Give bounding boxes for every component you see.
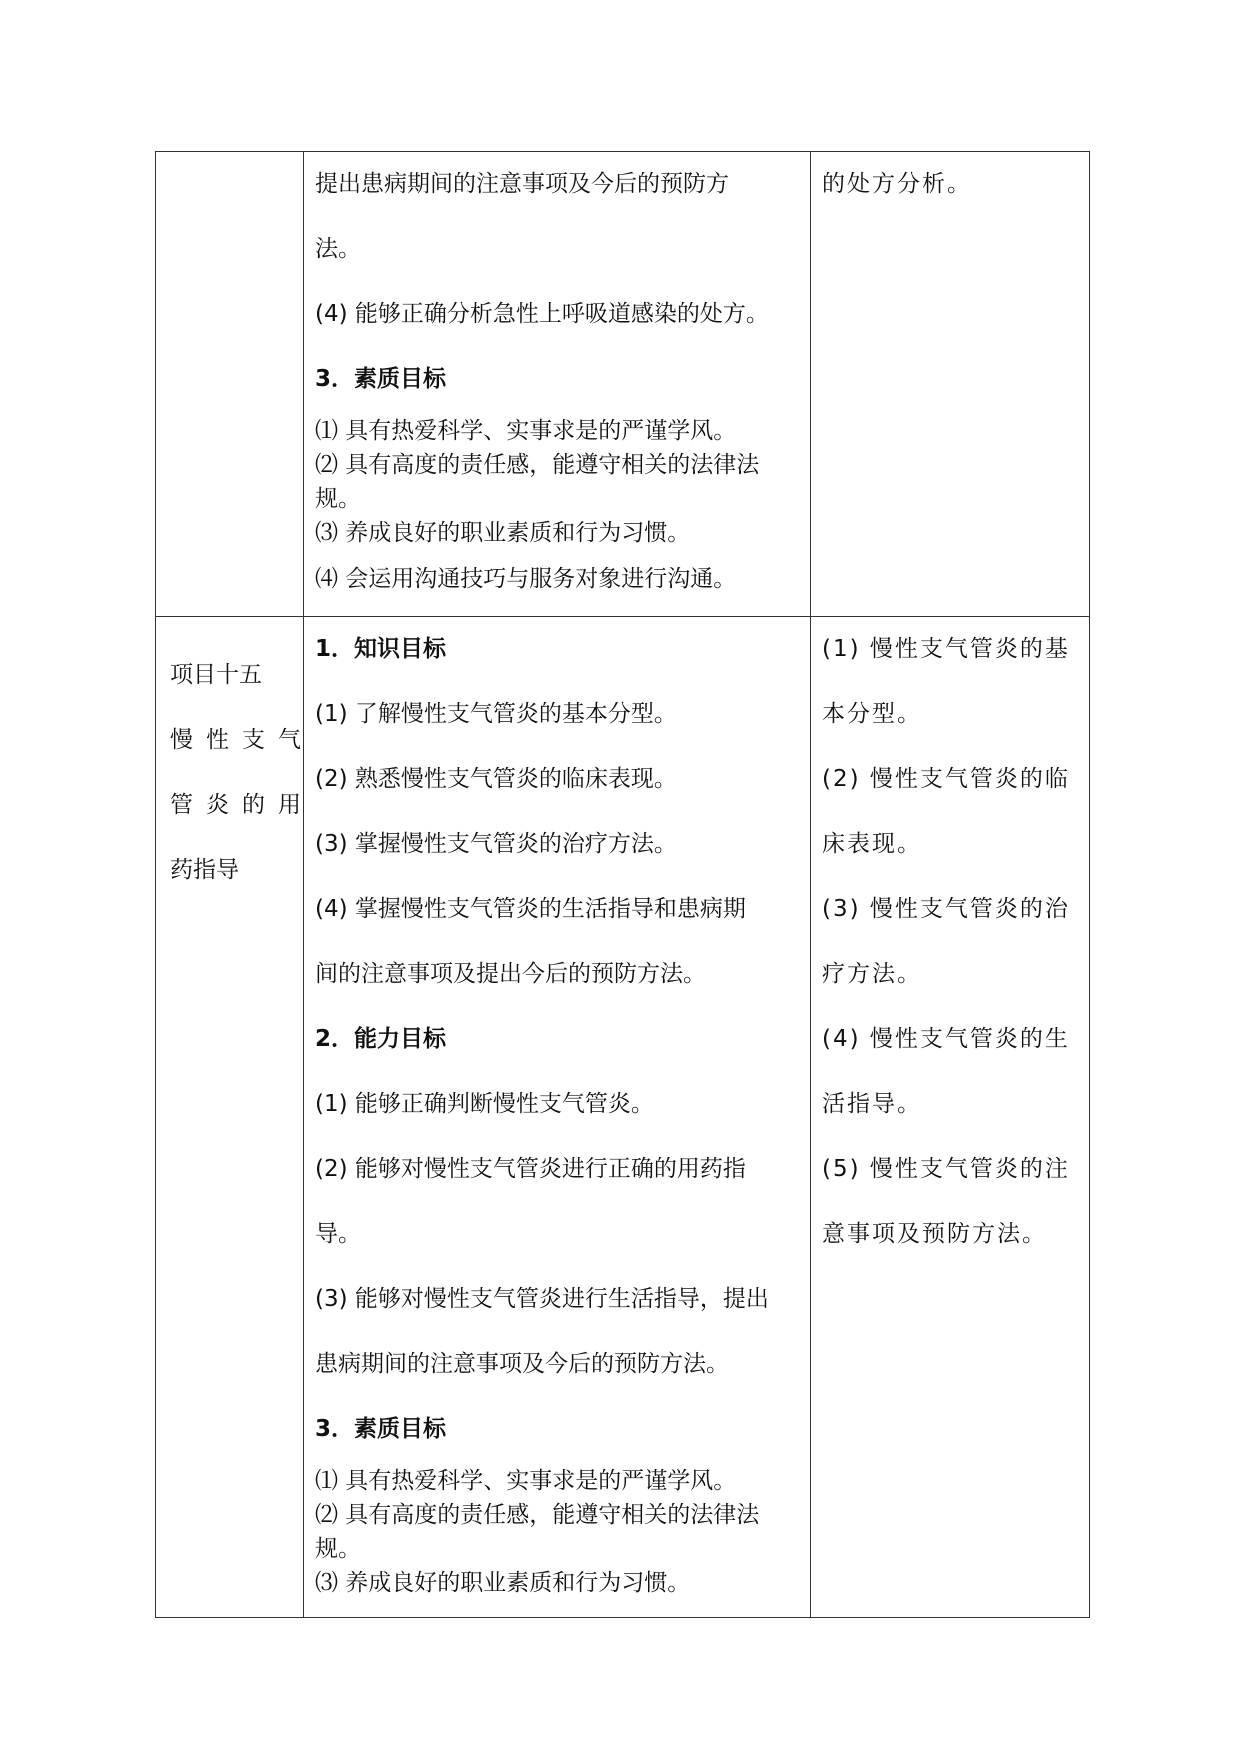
cell-text-line: 管炎的用: [170, 792, 314, 818]
project-cell: [156, 152, 304, 616]
cell-text-line: 3．素质目标: [315, 366, 447, 392]
cell-text-line: 提出患病期间的注意事项及今后的预防方: [315, 171, 729, 197]
objectives-cell: [304, 617, 811, 1617]
cell-text-line: 患病期间的注意事项及今后的预防方法。: [315, 1351, 729, 1377]
cell-text-line: (4) 能够正确分析急性上呼吸道感染的处方。: [315, 301, 769, 327]
cell-text-line: (4) 慢性支气管炎的生: [822, 1026, 1070, 1052]
cell-text-line: (2) 慢性支气管炎的临: [822, 766, 1070, 792]
objectives-cell: [304, 152, 811, 616]
cell-text-line: (3) 慢性支气管炎的治: [822, 896, 1070, 922]
content-cell: [811, 617, 1089, 1617]
cell-text-line: 3．素质目标: [315, 1416, 447, 1442]
cell-text-line: 项目十五: [170, 662, 262, 688]
course-objectives-table: [155, 151, 1090, 1618]
cell-text-line: 间的注意事项及提出今后的预防方法。: [315, 961, 706, 987]
cell-text-line: 药指导: [170, 857, 239, 883]
project-cell: [156, 617, 314, 1617]
cell-text-line: 床表现。: [822, 831, 922, 857]
table-row: [156, 152, 1089, 617]
cell-text-line: (2) 能够对慢性支气管炎进行正确的用药指: [315, 1156, 746, 1182]
cell-text-line: 规。: [315, 1536, 361, 1562]
cell-text-line: (2) 熟悉慢性支气管炎的临床表现。: [315, 766, 677, 792]
cell-text-line: ⑶ 养成良好的职业素质和行为习惯。: [315, 520, 691, 546]
cell-text-line: 导。: [315, 1221, 361, 1247]
cell-text-line: 法。: [315, 236, 361, 262]
cell-text-line: ⑷ 会运用沟通技巧与服务对象进行沟通。: [315, 566, 737, 592]
cell-text-line: 规。: [315, 486, 361, 512]
cell-text-line: 本分型。: [822, 701, 922, 727]
cell-text-line: (4) 掌握慢性支气管炎的生活指导和患病期: [315, 896, 746, 922]
cell-text-line: (1) 了解慢性支气管炎的基本分型。: [315, 701, 677, 727]
cell-text-line: (3) 掌握慢性支气管炎的治疗方法。: [315, 831, 677, 857]
cell-text-line: ⑴ 具有热爱科学、实事求是的严谨学风。: [315, 418, 737, 444]
cell-text-line: ⑶ 养成良好的职业素质和行为习惯。: [315, 1570, 691, 1596]
cell-text-line: 意事项及预防方法。: [822, 1221, 1047, 1247]
cell-text-line: (1) 慢性支气管炎的基: [822, 636, 1070, 662]
table-row: [156, 617, 1089, 1617]
cell-text-line: ⑵ 具有高度的责任感，能遵守相关的法律法: [315, 452, 760, 478]
cell-text-line: 慢性支气: [170, 727, 314, 753]
content-cell: [811, 152, 1089, 616]
cell-text-line: (1) 能够正确判断慢性支气管炎。: [315, 1091, 654, 1117]
cell-text-line: (5) 慢性支气管炎的注: [822, 1156, 1070, 1182]
cell-text-line: 疗方法。: [822, 961, 922, 987]
cell-text-line: ⑴ 具有热爱科学、实事求是的严谨学风。: [315, 1468, 737, 1494]
cell-text-line: 1．知识目标: [315, 636, 447, 662]
cell-text-line: ⑵ 具有高度的责任感，能遵守相关的法律法: [315, 1502, 760, 1528]
cell-text-line: (3) 能够对慢性支气管炎进行生活指导，提出: [315, 1286, 769, 1312]
cell-text-line: 的处方分析。: [822, 171, 972, 197]
cell-text-line: 活指导。: [822, 1091, 922, 1117]
cell-text-line: 2．能力目标: [315, 1026, 447, 1052]
